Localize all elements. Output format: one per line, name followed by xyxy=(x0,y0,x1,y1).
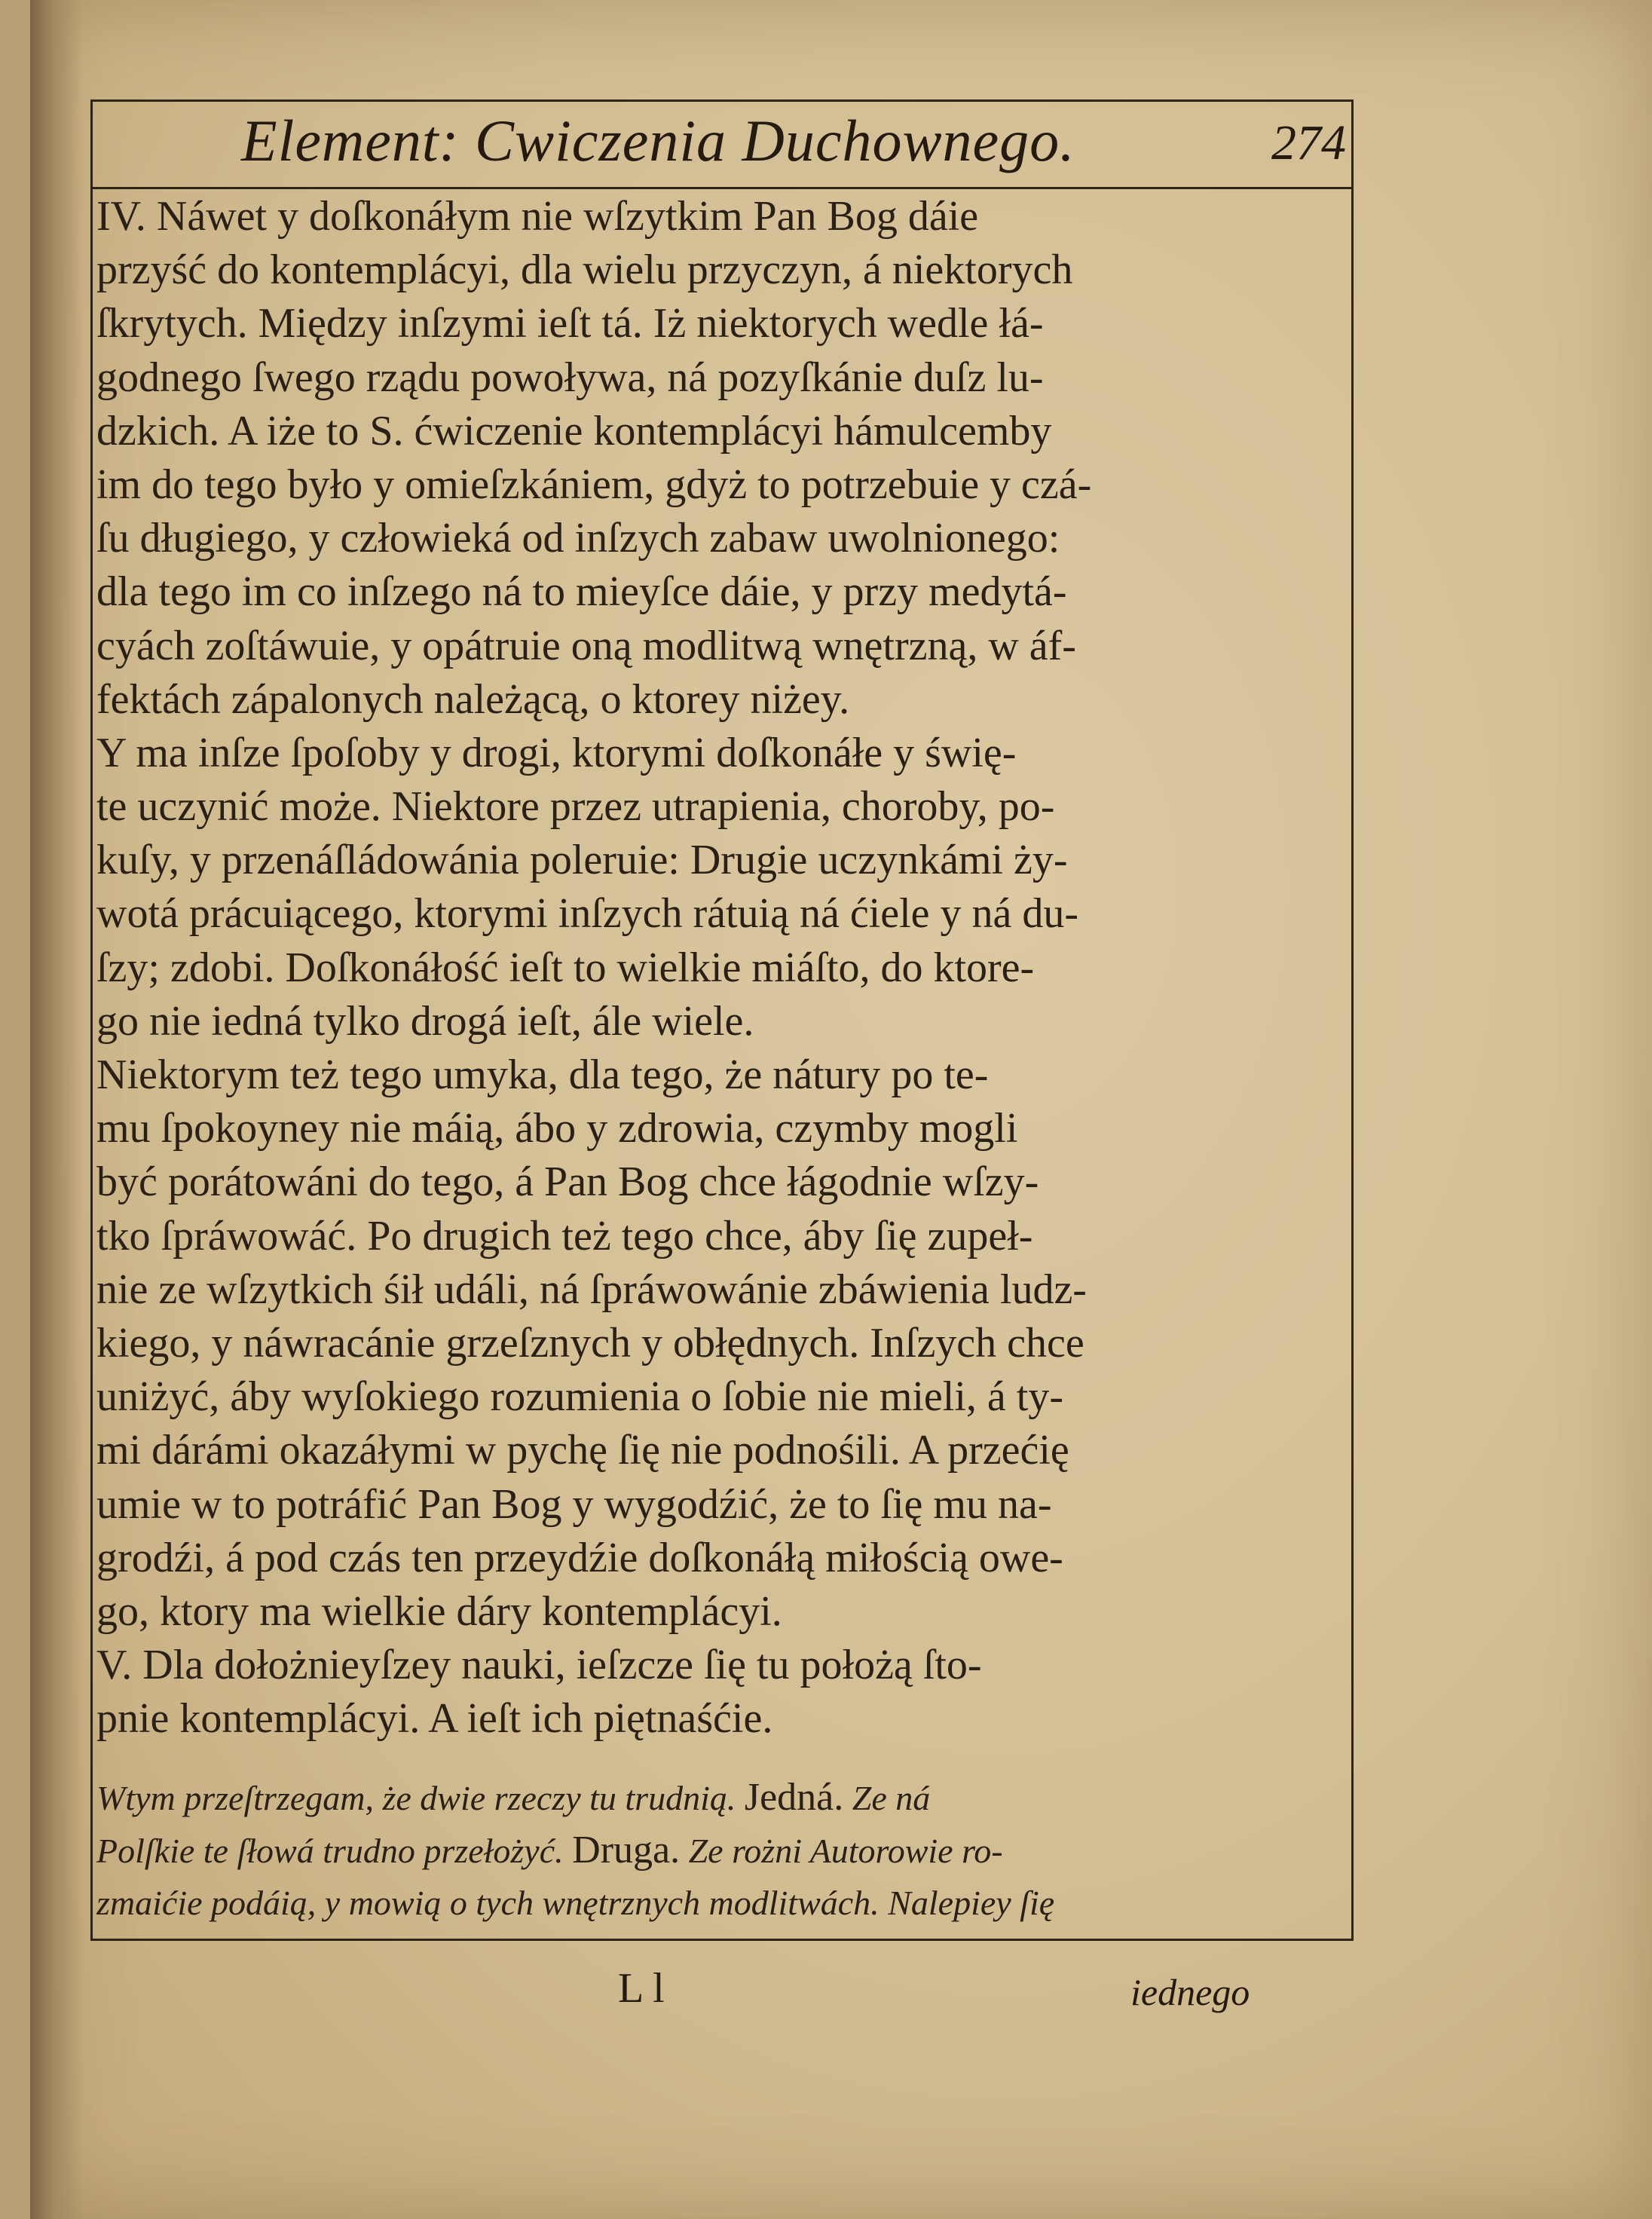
text-line: go, ktory ma wielkie dáry kontemplácyi. xyxy=(96,1587,782,1635)
note-line xyxy=(96,1771,1348,1824)
text-line: kuſy, y przenáſládowánia poleruie: Drugie uczynkámi ży- xyxy=(96,837,1068,884)
text-line: być porátowáni do tego, á Pan Bog chce łágodnie wſzy- xyxy=(96,1158,1039,1206)
text-line: te uczynić może. Niektore przez utrapienia, choroby, po- xyxy=(96,783,1055,831)
text-line: ſzy; zdobi. Doſkonáłość ieſt to wielkie miáſto, do ktore- xyxy=(96,944,1035,991)
text-line: IV. Náwet y doſkonáłym nie wſzytkim Pan Bog dáie xyxy=(96,193,979,240)
page-header xyxy=(90,104,1354,189)
text-line: mu ſpokoyney nie máią, ábo y zdrowia, czymby mogli xyxy=(96,1105,1018,1152)
text-line: ſkrytych. Między inſzymi ieſt tá. Iż niektorych wedle łá- xyxy=(96,300,1044,347)
note-roman-text: Druga. xyxy=(572,1829,681,1872)
text-line: grodźi, á pod czás ten przeydźie doſkonáłą miłością owe- xyxy=(96,1534,1063,1581)
text-line: nie ze wſzytkich śił událi, ná ſpráwowánie zbáwienia ludz- xyxy=(96,1266,1087,1313)
text-line: ſu długiego, y człowieká od inſzych zabaw uwolnionego: xyxy=(96,515,1060,562)
text-line: go nie iedná tylko drogá ieſt, ále wiele. xyxy=(96,997,754,1045)
text-line: fektách zápalonych należącą, o ktorey niżey. xyxy=(96,675,850,723)
text-line: uniżyć, áby wyſokiego rozumienia o ſobie nie mieli, á ty- xyxy=(96,1373,1063,1421)
note-italic-text: zmaićie podáią, y mowią o tych wnętrznych modlitwách. Nalepiey ſię xyxy=(96,1884,1055,1922)
note-italic-text: Polſkie te ſłowá trudno przełożyć. xyxy=(96,1832,564,1870)
page-gutter-shadow xyxy=(30,0,83,2219)
page-footer xyxy=(90,1952,1354,2043)
text-line: wotá prácuiącego, ktorymi inſzych rátuią ná ćiele y ná du- xyxy=(96,890,1079,938)
text-line: im do tego było y omieſzkániem, gdyż to potrzebuie y czá- xyxy=(96,461,1092,508)
note-line xyxy=(96,1877,1348,1930)
note-italic-text: Ze rożni Autorowie ro- xyxy=(688,1832,1003,1870)
catchword: iednego xyxy=(1130,1971,1250,2013)
note-italic-text: Ze ná xyxy=(852,1779,931,1817)
text-line: kiego, y náwracánie grzeſznych y obłędnych. Inſzych chce xyxy=(96,1319,1085,1367)
italic-note xyxy=(96,1771,1348,1930)
text-line: dzkich. A iże to S. ćwiczenie kontemplácyi hámulcemby xyxy=(96,407,1052,455)
text-line: V. Dla dołożnieyſzey nauki, ieſzcze ſię tu położą ſto- xyxy=(96,1642,982,1689)
note-roman-text: Jedná. xyxy=(744,1776,844,1819)
page-number: 274 xyxy=(1271,115,1346,170)
note-line xyxy=(96,1824,1348,1877)
text-line: przyść do kontemplácyi, dla wielu przyczyn, á niektorych xyxy=(96,246,1073,294)
signature-mark: L l xyxy=(618,1965,665,2012)
text-line: Niektorym też tego umyka, dla tego, że nátury po te- xyxy=(96,1051,989,1098)
text-line: dla tego im co inſzego ná to mieyſce dáie, y przy medytá- xyxy=(96,568,1067,616)
text-line: umie w to potráfić Pan Bog y wygodźić, że to ſię mu na- xyxy=(96,1480,1052,1528)
text-line: cyách zoſtáwuie, y opátruie oną modlitwą wnętrzną, w áf- xyxy=(96,622,1076,669)
text-line: Y ma inſze ſpoſoby y drogi, ktorymi doſkonáłe y świę- xyxy=(96,729,1017,776)
text-line: mi dárámi okazáłymi w pychę ſię nie podnośili. A przećię xyxy=(96,1427,1069,1474)
text-line: godnego ſwego rządu powoływa, ná pozyſkánie duſz lu- xyxy=(96,354,1044,401)
text-frame-bottom-rule xyxy=(90,1939,1354,1941)
running-title: Element: Cwiczenia Duchownego. xyxy=(241,108,1075,173)
text-line: tko ſpráwowáć. Po drugich też tego chce, áby ſię zupeł- xyxy=(96,1212,1033,1259)
body-text xyxy=(96,190,1348,1746)
text-line: pnie kontemplácyi. A ieſt ich piętnaśćie. xyxy=(96,1695,773,1743)
note-italic-text: Wtym przeſtrzegam, że dwie rzeczy tu trudnią. xyxy=(96,1779,736,1817)
